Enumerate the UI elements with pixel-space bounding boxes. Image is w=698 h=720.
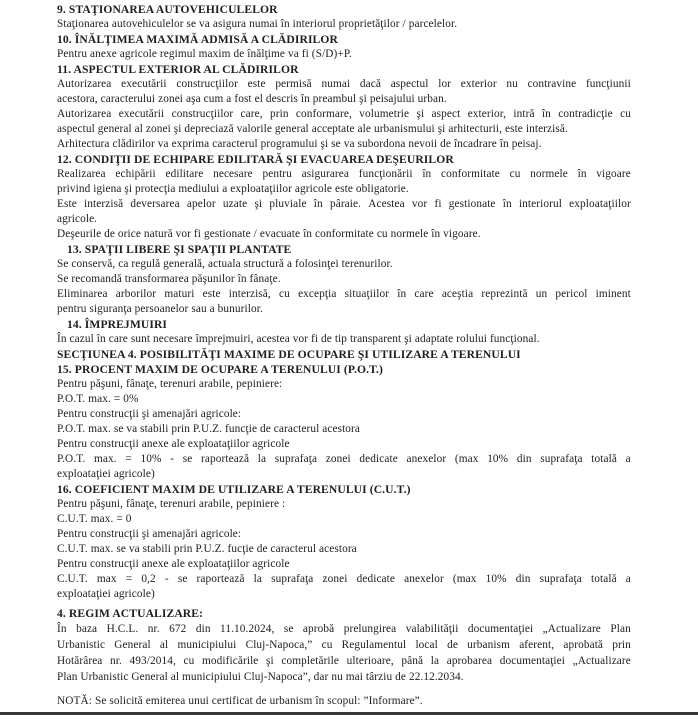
doc-line: P.O.T. max. = 0%	[57, 393, 139, 405]
doc-line: pentru siguranţa persoanelor sau a bunurilor.	[57, 303, 263, 315]
section-heading: SECŢIUNEA 4. POSIBILITĂŢI MAXIME DE OCUPARE ŞI UTILIZARE A TERENULUI	[57, 348, 521, 361]
doc-line: exploataţiei agricole)	[57, 588, 155, 600]
doc-line: Eliminarea arborilor maturi este interzisă, cu excepţia situaţiilor în care aceştia reprezintă un pericol iminent	[57, 288, 631, 300]
doc-line: C.U.T. max. se va stabili prin P.U.Z. fucţie de caracterul acestora	[57, 543, 357, 555]
doc-line: Pentru construcţii anexe ale exploataţiilor agricole	[57, 438, 290, 450]
document-lines	[57, 2, 631, 709]
doc-line: Pentru păşuni, fânaţe, terenuri arabile, pepiniere:	[57, 378, 283, 390]
section-heading: 12. CONDIŢII DE ECHIPARE EDILITARĂ ŞI EVACUAREA DEŞEURILOR	[57, 153, 454, 166]
doc-line: C.U.T. max = 0,2 - se raportează la suprafaţa zonei dedicate anexelor (max 10% din suprafaţa totală a	[57, 573, 631, 585]
doc-line: P.O.T. max. = 10% - se raportează la suprafaţa zonei dedicate anexelor (max 10% din suprafaţa totală a	[57, 453, 631, 465]
doc-line: În baza H.C.L. nr. 672 din 11.10.2024, se aprobă prelungirea valabilităţii documentaţiei „Actualizare Plan	[57, 623, 631, 635]
doc-line: exploataţiei agricole)	[57, 468, 155, 480]
doc-line: Autorizarea executării construcţiilor este permisă numai dacă aspectul lor exterior nu contravine funcţiunii	[57, 78, 631, 90]
doc-line: Pentru construcţii şi amenajări agricole:	[57, 528, 242, 540]
doc-line: Pentru construcţii şi amenajări agricole:	[57, 408, 242, 420]
doc-line: acestora, caracterului zonei aşa cum a fost el descris în preambul şi peisajului urban.	[57, 93, 447, 105]
section-heading: 9. STAŢIONAREA AUTOVEHICULELOR	[57, 3, 278, 16]
section-heading: 11. ASPECTUL EXTERIOR AL CLĂDIRILOR	[57, 63, 299, 76]
doc-line: aspectul general al zonei şi depreciază valorile general acceptate ale urbanismului şi arhitecturii, este interzisă.	[57, 123, 568, 135]
section-heading: 10. ÎNĂLŢIMEA MAXIMĂ ADMISĂ A CLĂDIRILOR	[57, 33, 338, 46]
doc-line: C.U.T. max. = 0	[57, 513, 132, 525]
doc-line: Pentru anexe agricole regimul maxim de înălţime va fi (S/D)+P.	[57, 48, 352, 60]
section-heading: 15. PROCENT MAXIM DE OCUPARE A TERENULUI (P.O.T.)	[57, 363, 384, 376]
doc-line: Realizarea echipării edilitare necesare pentru asigurarea funcţionării în conformitate cu normele în vigoare	[57, 168, 631, 180]
section-heading: 14. ÎMPREJMUIRI	[67, 318, 168, 331]
doc-line: Se recomandă transformarea păşunilor în fânaţe.	[57, 273, 281, 285]
doc-line: Pentru construcţii anexe ale exploataţiilor agricole	[57, 558, 290, 570]
doc-line: În cazul în care sunt necesare împrejmuiri, acestea vor fi de tip transparent şi adaptate rolului funcţional.	[57, 333, 540, 345]
doc-line: privind igiena şi protecţia mediului a exploataţiilor agricole este obligatorie.	[57, 183, 409, 195]
section-heading: 16. COEFICIENT MAXIM DE UTILIZARE A TERENULUI (C.U.T.)	[57, 483, 411, 496]
doc-line: Hotărârea nr. 493/2014, cu modificările şi completările ulterioare, până la aprobarea documentaţiei „Actualizare	[57, 655, 631, 667]
doc-line: NOTĂ: Se solicită emiterea unui certificat de urbanism în scopul: ”Informare”.	[57, 695, 423, 707]
doc-line: Se conservă, ca regulă generală, actuala structură a folosinţei terenurilor.	[57, 258, 393, 270]
doc-line: Pentru păşuni, fânaţe, terenuri arabile, pepiniere :	[57, 498, 286, 510]
doc-line: Deşeurile de orice natură vor fi gestionate / evacuate în conformitate cu normele în vigoare.	[57, 228, 481, 240]
doc-line: P.O.T. max. se va stabili prin P.U.Z. funcţie de caracterul acestora	[57, 423, 361, 435]
page-bottom-rule	[0, 712, 698, 715]
doc-line: agricole.	[57, 213, 98, 225]
doc-line: Staţionarea autovehiculelor se va asigura numai în interiorul proprietăţilor / parcelelor.	[57, 18, 458, 30]
doc-line: Urbanistic General al municipiului Cluj-Napoca,” cu Regulamentul local de urbanism aferent, aprobată prin	[57, 639, 631, 651]
doc-line: Autorizarea executării construcţiilor care, prin conformare, volumetrie şi aspect exterior, intră în contradicţie cu	[57, 108, 631, 120]
section-heading: 4. REGIM ACTUALIZARE:	[57, 607, 204, 620]
section-heading: 13. SPAŢII LIBERE ŞI SPAŢII PLANTATE	[67, 243, 292, 256]
doc-line: Plan Urbanistic General al municipiului Cluj-Napoca”, dar nu mai târziu de 22.12.2034.	[57, 671, 464, 683]
doc-line: Arhitectura clădirilor va exprima caracterul programului şi se va subordona nevoii de încadrare în peisaj.	[57, 138, 542, 150]
doc-line: Este interzisă deversarea apelor uzate şi pluviale în pâraie. Acestea vor fi gestionate în interiorul exploataţiilor	[57, 198, 631, 210]
